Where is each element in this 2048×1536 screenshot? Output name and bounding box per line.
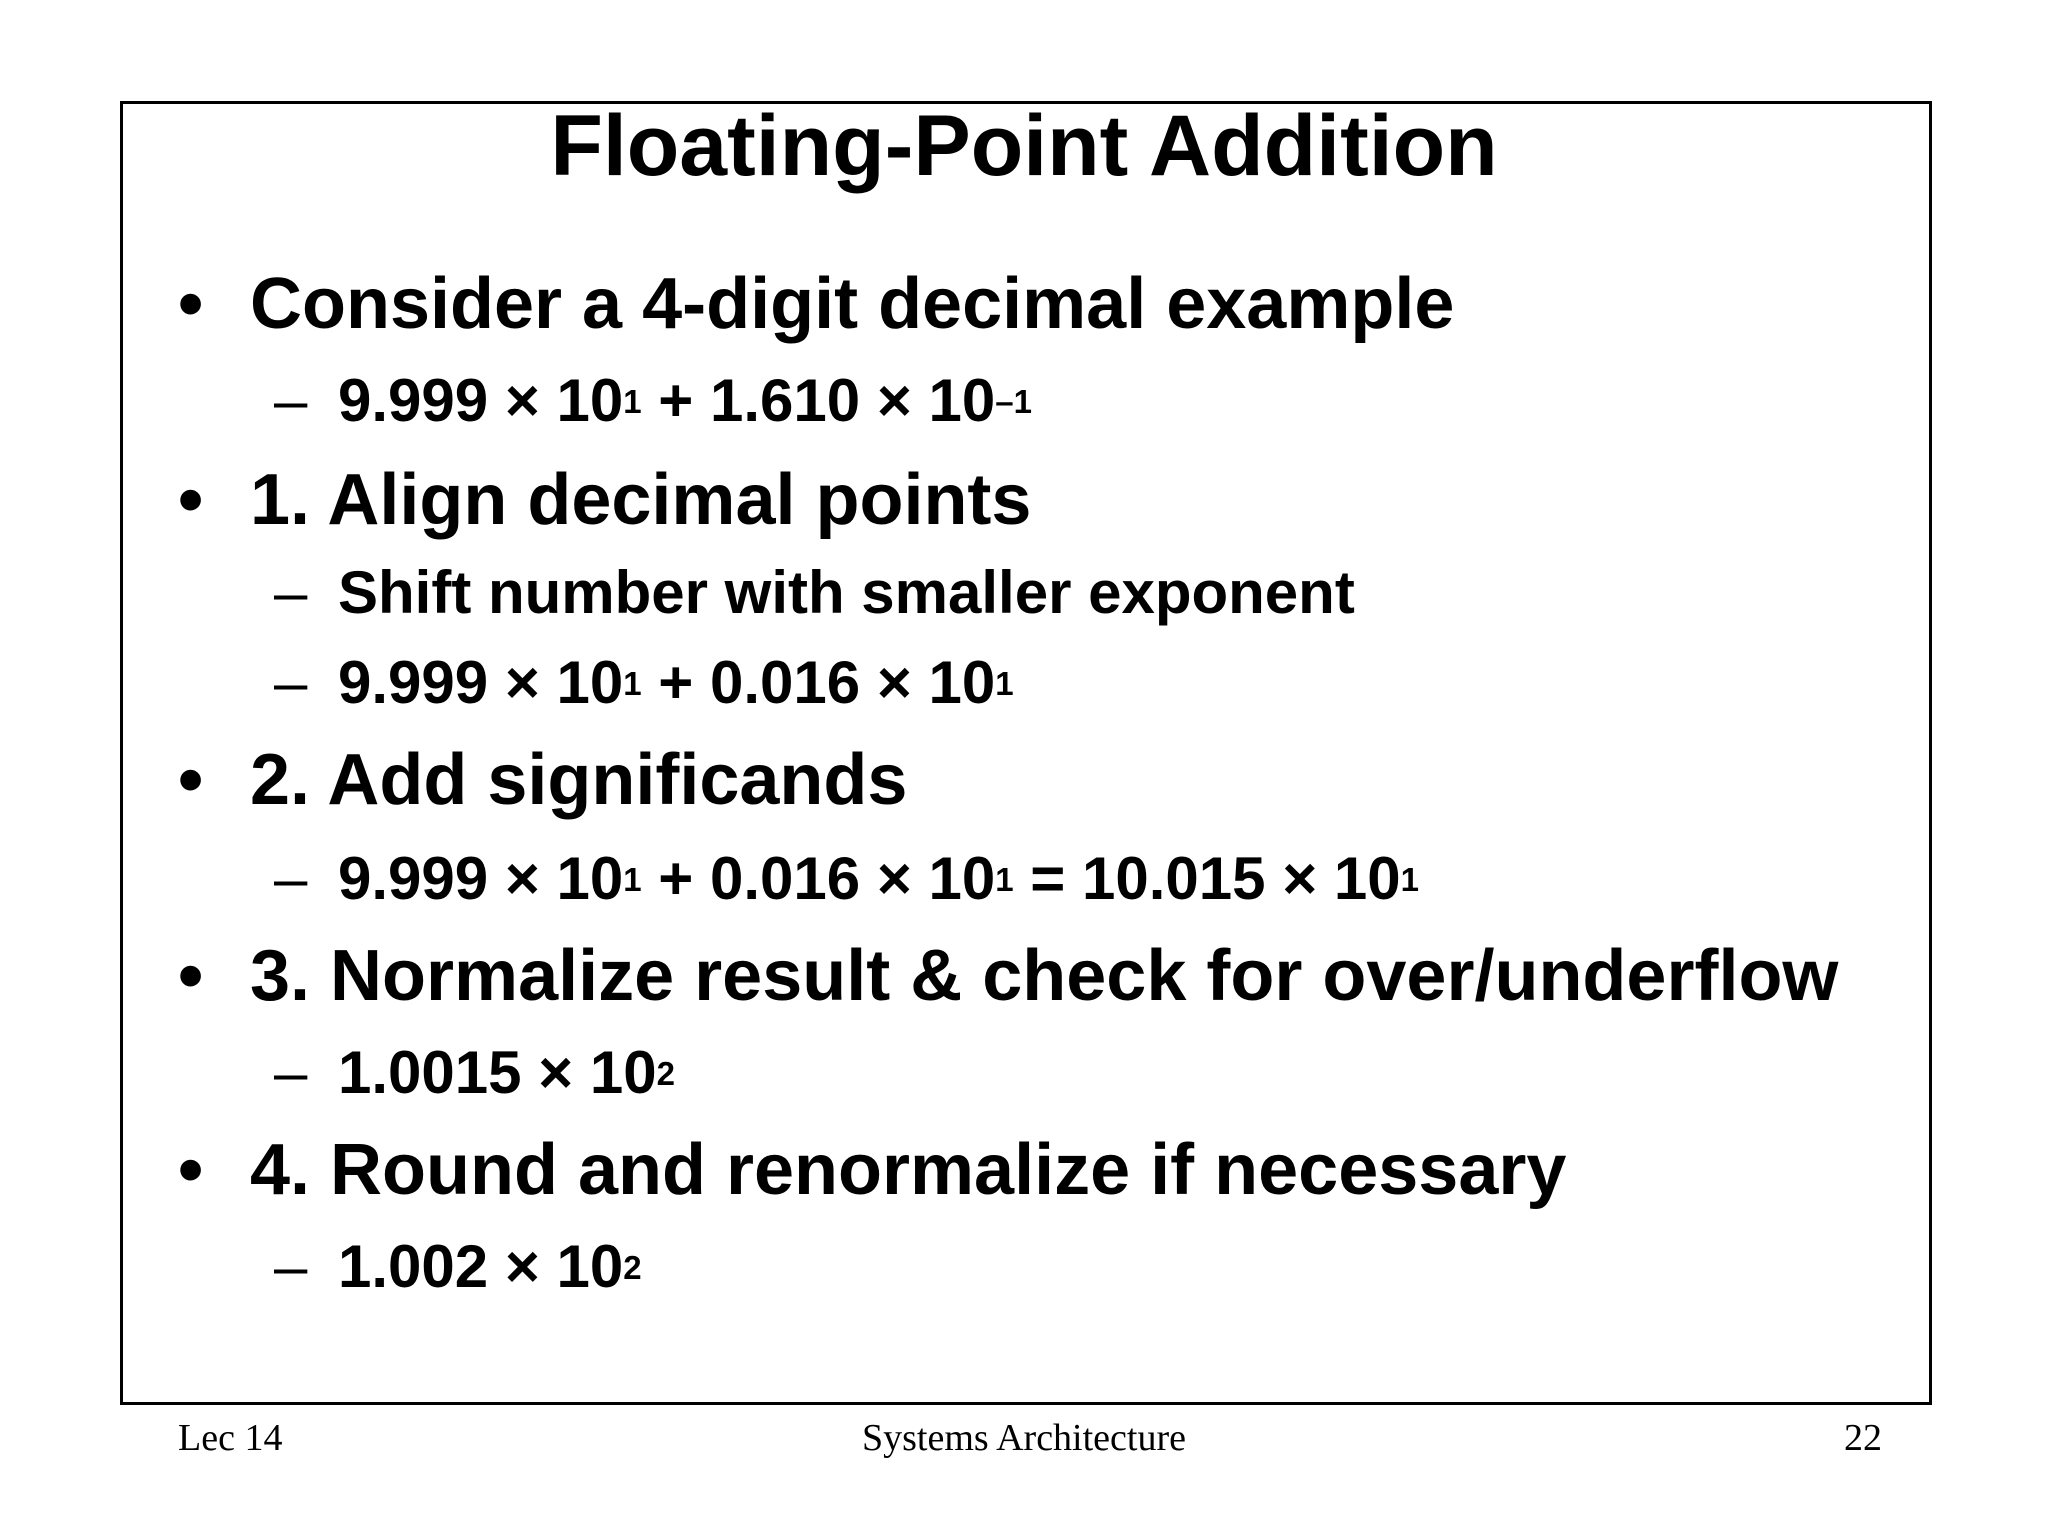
bullet-text: 1. Align decimal points [250, 460, 1032, 540]
bullet-marker: • [178, 740, 204, 820]
footer-page-number: 22 [1844, 1417, 1882, 1459]
bullet-marker: • [178, 1130, 204, 1210]
bullet-text: 3. Normalize result & check for over/underflow [250, 936, 1839, 1016]
slide-title: Floating-Point Addition [550, 98, 1498, 194]
bullet-text: 2. Add significands [250, 740, 908, 820]
dash-marker: – [274, 649, 308, 716]
dash-marker: – [274, 559, 308, 626]
dash-marker: – [274, 1039, 308, 1106]
bullet-marker: • [178, 264, 204, 344]
dash-marker: – [274, 1233, 308, 1300]
footer-lecture: Lec 14 [178, 1417, 283, 1459]
sub-item-text: $9.999 \times 10^1 + 1.610 \times 10^{-1}$ [338, 367, 1032, 434]
sub-item-text: $1.002 \times 10^2$ [338, 1233, 642, 1300]
sub-item-text: $9.999 \times 10^1 + 0.016 \times 10^1$ [338, 649, 1014, 716]
sub-item-text: Shift number with smaller exponent [338, 559, 1355, 626]
dash-marker: – [274, 845, 308, 912]
bullet-text: Consider a 4-digit decimal example [250, 264, 1455, 344]
dash-marker: – [274, 367, 308, 434]
sub-item-text: $9.999 \times 10^1 + 0.016 \times 10^1 = 10.015 \times 10^1$ [338, 845, 1420, 912]
bullet-text: 4. Round and renormalize if necessary [250, 1130, 1567, 1210]
bullet-marker: • [178, 460, 204, 540]
bullet-marker: • [178, 936, 204, 1016]
footer-course: Systems Architecture [862, 1417, 1186, 1459]
sub-item-text: $1.0015 \times 10^2$ [338, 1039, 675, 1106]
